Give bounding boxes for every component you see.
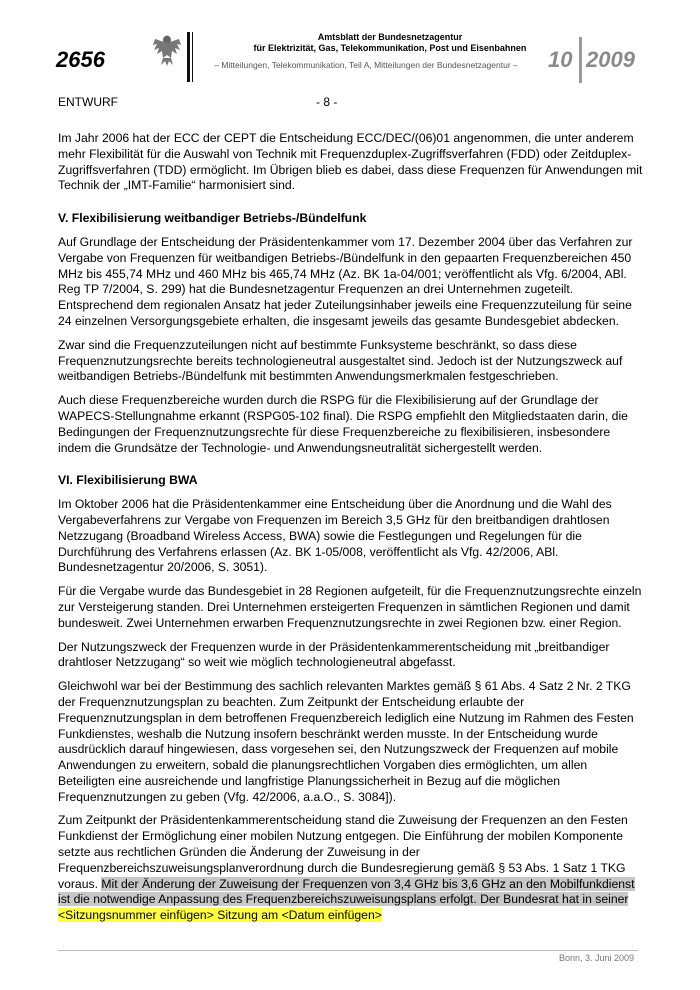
- paragraph: Zwar sind die Frequenzzuteilungen nicht auf bestimmte Funksysteme beschränkt, so dass diese Frequenznutzungsrechte bereits technologieneutral ausgestaltet sind. Jedoch ist der Nutzungszweck auf weitbandigen Betriebs-/Bündelfunk mit bestimmten Anwendungsmerkmalen festgeschrieben.: [58, 337, 623, 384]
- page-number: 2656: [56, 47, 105, 72]
- draft-label: ENTWURF: [58, 95, 118, 109]
- paragraph: Auch diese Frequenzbereiche wurden durch die RSPG für die Flexibilisierung auf der Grundlage der WAPECS-Stellungnahme erkannt (RSPG05-102 final). Die RSPG empfiehlt den Mitgliedstaaten darin, die Bedingungen der Frequenznutzungsrechte für diese Frequenzbereiche zu flexibilisieren, insbesondere indem die Grundsätze der Technologie- und Anwendungsneutralität sichergestellt werden.: [58, 393, 628, 455]
- issue-divider: [579, 37, 582, 83]
- draft-page-number: - 8 -: [316, 95, 338, 109]
- journal-section: – Mitteilungen, Telekommunikation, Teil A, Mitteilungen der Bundesnetzagentur –: [214, 60, 518, 70]
- issue-year: 2009: [586, 47, 635, 72]
- paragraph: Der Nutzungszweck der Frequenzen wurde in der Präsidentenkammerentscheidung mit „breitbandiger drahtloser Netzzugang“ so weit wie möglich technologieneutral abgefasst.: [58, 639, 610, 670]
- gray-highlight: Mit der Änderung der Zuweisung der Frequenzen von 3,4 GHz bis 3,6 GHz an den Mobilfunkdienst ist die notwendige Anpassung des Frequenzbereichszuweisungsplans erfolgt. Der Bundesrat hat in seiner: [58, 876, 635, 907]
- section-heading-v: V. Flexibilisierung weitbandiger Betriebs-/Bündelfunk: [58, 211, 367, 226]
- issue-number: 10: [548, 47, 573, 72]
- header-divider-thin: [192, 32, 193, 82]
- journal-title: Amtsblatt der Bundesnetzagentur: [317, 32, 463, 42]
- paragraph: Im Oktober 2006 hat die Präsidentenkammer eine Entscheidung über die Anordnung und die Wahl des Vergabeverfahrens zur Vergabe von Frequenzen im Bereich 3,5 GHz für den breitbandigen drahtlosen Netzzugang (Broadband Wireless Access, BWA) sowie die Festlegungen und Regelungen für die Durchführung des Verfahrens erlassen (Az. BK 1-05/008, veröffentlicht als Vfg. 42/2006, ABl. Bundesnetzagentur 20/2006, S. 3051).: [58, 497, 612, 575]
- footer-date: Bonn, 3. Juni 2009: [558, 953, 634, 963]
- header-divider: [187, 32, 190, 82]
- document-body: [58, 131, 643, 932]
- paragraph: Gleichwohl war bei der Bestimmung des sachlich relevanten Marktes gemäß § 61 Abs. 4 Satz 2 Nr. 2 TKG der Frequenznutzungsplan zu beachten. Zum Zeitpunkt der Entscheidung erlaubte der Frequenznutzungsplan in dem betroffenen Frequenzbereich lediglich eine Nutzung im Rahmen des Festen Funkdienstes, weshalb die Nutzung insofern beschränkt werden musste. In der Entscheidung wurde ausdrücklich darauf hingewiesen, dass vorgesehen sei, den Nutzungszweck der Frequenzen auf mobile Anwendungen zu erweitern, sobald die planungsrechtlichen Vorgaben dies ermöglichten, um allen Beteiligten eine ausreichende und langfristige Planungssicherheit in Bezug auf die möglichen Frequenznutzungen zu geben (Vfg. 42/2006, a.a.O., S. 3084]).: [58, 679, 634, 804]
- paragraph-last: [58, 813, 643, 924]
- section-heading-vi: VI. Flexibilisierung BWA: [58, 473, 198, 488]
- paragraph: Auf Grundlage der Entscheidung der Präsidentenkammer vom 17. Dezember 2004 über das Verfahren zur Vergabe von Frequenzen für weitbandigen Betriebs-/Bündelfunk in den gepaarten Frequenzbereichen 450 MHz bis 455,74 MHz und 460 MHz bis 465,74 MHz (Az. BK 1a-04/001; veröffentlicht als Vfg. 6/2004, ABl. Reg TP 7/2004, S. 299) hat die Bundesnetzagentur Frequenzen an drei Unternehmen zugeteilt. Entsprechend dem regionalen Ansatz hat jeder Zuteilungsinhaber jeweils eine Frequenzzuteilung für seine 24 einzelnen Versorgungsgebiete erhalten, die insgesamt jeweils das gesamte Bundesgebiet abdecken.: [58, 234, 633, 328]
- federal-eagle-icon: [152, 33, 182, 67]
- journal-subtitle: für Elektrizität, Gas, Telekommunikation, Post und Eisenbahnen: [253, 43, 527, 53]
- footer-divider: [58, 950, 638, 951]
- paragraph-text: Zum Zeitpunkt der Präsidentenkammerentscheidung stand die Zuweisung der Frequenzen an den Festen Funkdienst der Ermöglichung einer mobilen Nutzung entgegen. Die Einführung der mobilen Komponente setzte aus rechtlichen Gründen die Änderung der Zuweisung in der Frequenzbereichszuweisungsplanverordnung durch die Bundesregierung gemäß § 53 Abs. 1 Satz 1 TKG voraus.: [58, 813, 628, 891]
- yellow-placeholder-highlight: <Sitzungsnummer einfügen> Sitzung am <Datum einfügen>: [58, 908, 382, 923]
- paragraph: Für die Vergabe wurde das Bundesgebiet in 28 Regionen aufgeteilt, für die Frequenznutzungsrechte einzeln zur Versteigerung standen. Drei Unternehmen ersteigerten Frequenzen in sämtlichen Regionen und damit bundesweit. Zwei Unternehmen erwarben Frequenznutzungsrechte in zwei Regionen bzw. einer Region.: [58, 584, 642, 630]
- paragraph-intro: Im Jahr 2006 hat der ECC der CEPT die Entscheidung ECC/DEC/(06)01 angenommen, die unter anderem mehr Flexibilität für die Auswahl von Technik mit Frequenzduplex-Zugriffsverfahren (FDD) oder Zeitduplex-Zugriffsverfahren (TDD) ermöglicht. Im Übrigen blieb es dabei, dass diese Frequenzen für Anwendungen mit Technik der „IMT-Familie“ harmonisiert sind.: [58, 131, 643, 193]
